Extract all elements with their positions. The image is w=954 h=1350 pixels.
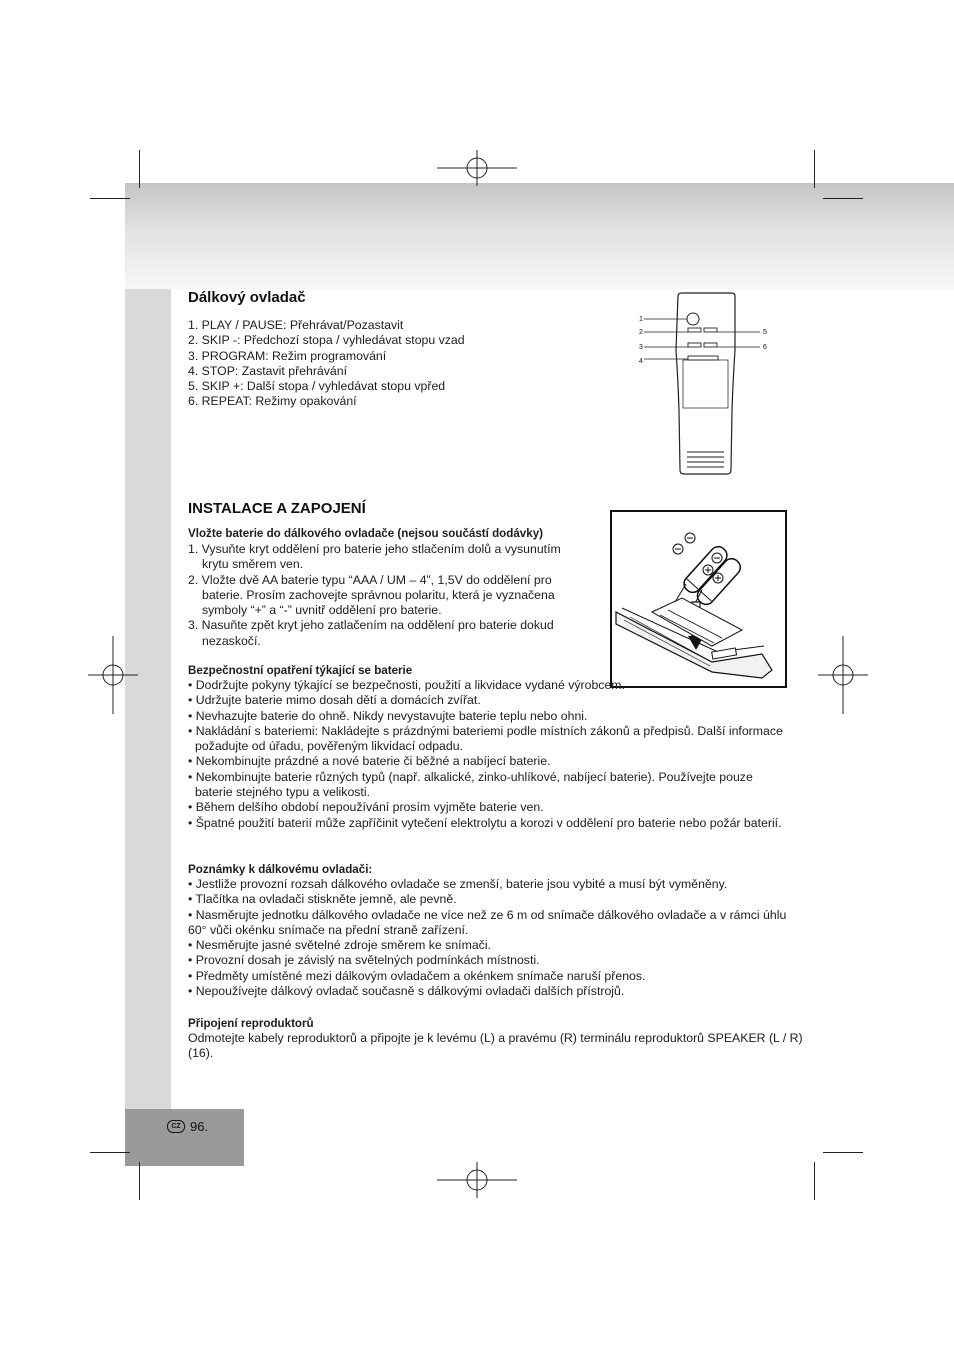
diagram-label: 2 [639,329,643,336]
battery-figure [610,510,787,688]
crop-mark [823,1152,863,1153]
list-item: • Nevhazujte baterie do ohně. Nikdy nevystavujte baterie teplu nebo ohni. [188,708,588,723]
list-item: • Jestliže provozní rozsah dálkového ovladače se zmenší, baterie jsou vybité a musí být vyměněny. [188,877,728,891]
remote-body-icon [676,293,735,474]
list-item: 3. Nasuňte zpět kryt jeho zatlačením na oddělení pro baterie dokud nezaskočí. [188,618,554,648]
list-item: • Dodržujte pokyny týkající se bezpečnosti, použití a likvidace vydané výrobcem. [188,678,625,692]
install-section-title: INSTALACE A ZAPOJENÍ [188,500,366,517]
page-number-box [125,1109,244,1166]
diagram-label: 6 [763,344,767,351]
crop-mark [139,150,140,188]
speaker-section [188,1016,808,1062]
crop-mark [90,198,130,199]
list-item: • Předměty umístěné mezi dálkovým ovladačem a okénkem snímače naruší přenos. [188,968,646,983]
notes-heading: Poznámky k dálkovému ovladači: [188,863,373,876]
list-item: 5. SKIP +: Další stopa / vyhledávat stopu vpřed [188,379,446,394]
list-item: 1. PLAY / PAUSE: Přehrávat/Pozastavit [188,318,404,332]
remote-section-title: Dálkový ovladač [188,289,306,306]
safety-section [188,663,788,831]
battery-insertion-icon [612,512,785,686]
list-item: • Nasměrujte jednotku dálkového ovladače ne více než ze 6 m od snímače dálkového ovladače a v rámci úhlu 60° vůči okénku snímače na přední straně zařízení. [188,907,787,937]
diagram-label: 5 [763,329,767,336]
notes-list [188,877,808,999]
registration-mark-icon [818,636,868,714]
list-item: • Tlačítka na ovladači stiskněte jemně, ale pevně. [188,892,457,907]
list-item: 3. PROGRAM: Režim programování [188,348,387,363]
diagram-label: 1 [639,316,643,323]
notes-section [188,862,808,999]
safety-list [188,678,788,831]
speaker-text: Odmotejte kabely reproduktorů a připojte je k levému (L) a pravému (R) terminálu reproduktorů SPEAKER (L / R) (16). [188,1031,803,1061]
crop-mark [823,198,863,199]
list-item: 2. Vložte dvě AA baterie typu “AAA / UM – 4”, 1,5V do oddělení pro baterie. Prosím zachovejte správnou polaritu, která je vyznačena symboly “+” a “-” uvnitř oddělení pro baterie. [188,572,555,618]
registration-mark-icon [88,636,138,714]
registration-mark-icon [437,1162,517,1198]
safety-heading: Bezpečnostní opatření týkající se baterie [188,664,413,677]
list-item: • Provozní dosah je závislý na světelných podmínkách místnosti. [188,953,540,968]
page-number [167,1119,208,1134]
registration-mark-icon [437,150,517,186]
list-item: • Nepoužívejte dálkový ovladač současně s dálkovými ovladači dalších přístrojů. [188,984,625,999]
language-badge-icon: CZ [167,1120,185,1133]
list-item: 4. STOP: Zastavit přehrávání [188,363,348,378]
list-item: • Špatné použití baterií může zapříčinit vytečení elektrolytu a korozi v oddělení pro baterie nebo požár baterií. [188,815,782,830]
crop-mark [814,150,815,188]
remote-button-list [188,318,608,410]
crop-mark [139,1162,140,1200]
battery-heading: Vložte baterie do dálkového ovladače (nejsou součástí dodávky) [188,527,543,540]
list-item: • Nekombinujte baterie různých typů (např. alkalické, zinko-uhlíkové, nabíjecí baterie). Používejte pouze baterie stejného typu a velikosti. [188,769,753,800]
battery-instructions [188,526,588,649]
list-item: 2. SKIP -: Předchozí stopa / vyhledávat stopu vzad [188,333,465,348]
list-item: • Nakládání s bateriemi: Nakládejte s prázdnými bateriemi podle místních zákonů a předpisů. Další informace požadujte od úřadu, pověřeným likvidací odpadu. [188,723,783,754]
diagram-label: 4 [639,358,643,365]
crop-mark [814,1162,815,1200]
remote-diagram [630,290,780,480]
battery-steps [188,542,588,649]
list-item: • Nekombinujte prázdné a nové baterie či běžné a nabíjecí baterie. [188,754,551,769]
speaker-heading: Připojení reproduktorů [188,1017,314,1030]
list-item: • Udržujte baterie mimo dosah dětí a domácích zvířat. [188,693,481,708]
list-item: • Během delšího období nepoužívání prosím vyjměte baterie ven. [188,800,544,815]
diagram-label: 3 [639,344,643,351]
crop-mark [90,1152,130,1153]
list-item: 6. REPEAT: Režimy opakování [188,394,357,409]
list-item: 1. Vysuňte kryt oddělení pro baterie jeho stlačením dolů a vysunutím krytu směrem ven. [188,542,561,572]
list-item: • Nesměrujte jasné světelné zdroje směrem ke snímači. [188,938,491,953]
page-number-text: 96. [190,1119,209,1134]
